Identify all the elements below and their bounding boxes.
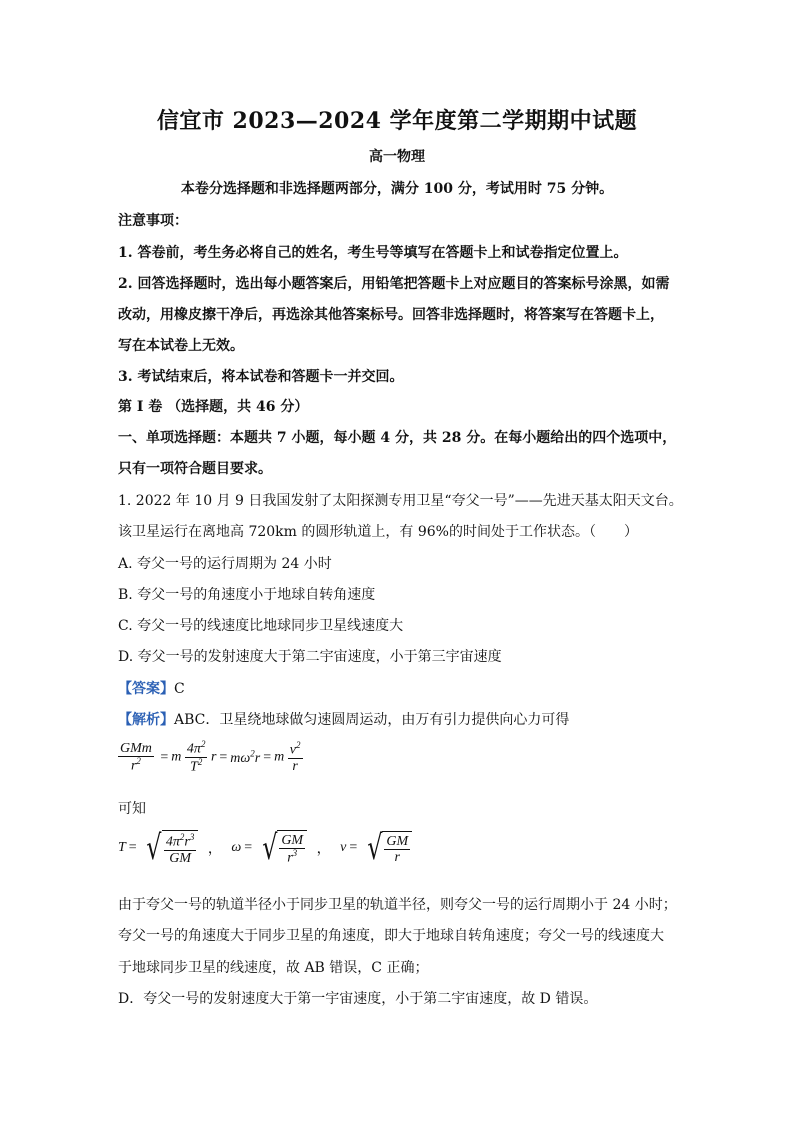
intro-text: 本卷分选择题和非选择题两部分，满分 100 分，考试用时 75 分钟。 (180, 181, 614, 197)
question-stem: 1. 2022 年 10 月 9 日我国发射了太阳探测专用卫星“夸父一号”——先进天基太阳天文台。 (118, 493, 683, 509)
sqrt-velocity: √ $\frac{GM}{r}$ (364, 828, 412, 868)
subject-title: 高一物理 (369, 149, 425, 165)
formula-gravity: $\frac{\text{GMm}}{r^2}$ = m $\frac{4\pi^2}{T^2}$ $r = m\omega^2r = m$ $\frac{v^2}{r}$ (120, 739, 301, 775)
formula-results: T = √ $\frac{4\pi^2r^3}{GM}$ ， ω = √ $\frac{GM}{r^3}$ ， v = √ $\frac{GM}{r}$ (118, 828, 412, 868)
explain-4: D．夸父一号的发射速度大于第一宇宙速度，小于第二宇宙速度，故 D 错误。 (118, 991, 598, 1007)
analysis-text: ABC．卫星绕地球做匀速圆周运动，由万有引力提供向心力可得 (174, 712, 570, 728)
question-stem-cont: 该卫星运行在离地高 720km 的圆形轨道上，有 96%的时间处于工作状态。（ ） (118, 524, 638, 540)
option-a: A. 夸父一号的运行周期为 24 小时 (118, 556, 332, 572)
keke-text: 可知 (118, 801, 146, 817)
note-2: 2. 回答选择题时，选出每小题答案后，用铅笔把答题卡上对应题目的答案标号涂黑，如需 (118, 276, 670, 292)
page-title: 信宜市 2023—2024 学年度第二学期期中试题 (156, 108, 638, 134)
option-c: C. 夸父一号的线速度比地球同步卫星线速度大 (118, 618, 404, 634)
note-2-end: 写在本试卷上无效。 (118, 338, 244, 354)
explain-1: 由于夸父一号的轨道半径小于同步卫星的轨道半径，则夸父一号的运行周期小于 24 小时； (118, 897, 677, 913)
option-d: D. 夸父一号的发射速度大于第二宇宙速度，小于第三宇宙速度 (118, 649, 502, 665)
answer-value: C (174, 681, 185, 697)
part-heading: 第 I 卷 （选择题，共 46 分） (118, 399, 309, 415)
section-heading: 一、单项选择题：本题共 7 小题，每小题 4 分，共 28 分。在每小题给出的四个选项中， (118, 430, 677, 446)
sqrt-period: √ $\frac{4\pi^2r^3}{GM}$ (143, 828, 198, 868)
note-1: 1. 答卷前，考生务必将自己的姓名，考生号等填写在答题卡上和试卷指定位置上。 (118, 245, 628, 261)
sqrt-omega: √ $\frac{GM}{r^3}$ (259, 828, 307, 868)
analysis-label: 【解析】 (118, 712, 174, 728)
answer-line (118, 678, 185, 698)
fraction-gmm-r2: $\frac{\text{GMm}}{r^2}$ (120, 740, 152, 774)
note-2-cont: 改动，用橡皮擦干净后，再选涂其他答案标号。回答非选择题时，将答案写在答题卡上， (118, 307, 664, 323)
analysis-line (118, 709, 569, 729)
note-3: 3. 考试结束后，将本试卷和答题卡一并交回。 (118, 369, 404, 385)
section-heading-cont: 只有一项符合题目要求。 (118, 461, 272, 477)
answer-label: 【答案】 (118, 681, 174, 697)
notes-heading: 注意事项： (118, 213, 188, 229)
fraction-4pi2-t2: $\frac{4\pi^2}{T^2}$ (186, 739, 206, 775)
explain-2: 夸父一号的角速度大于同步卫星的角速度，即大于地球自转角速度；夸父一号的线速度大 (118, 928, 664, 944)
option-b: B. 夸父一号的角速度小于地球自转角速度 (118, 587, 376, 603)
explain-3: 于地球同步卫星的线速度，故 AB 错误，C 正确； (118, 960, 429, 976)
fraction-v2-r: $\frac{v^2}{r}$ (289, 739, 301, 774)
